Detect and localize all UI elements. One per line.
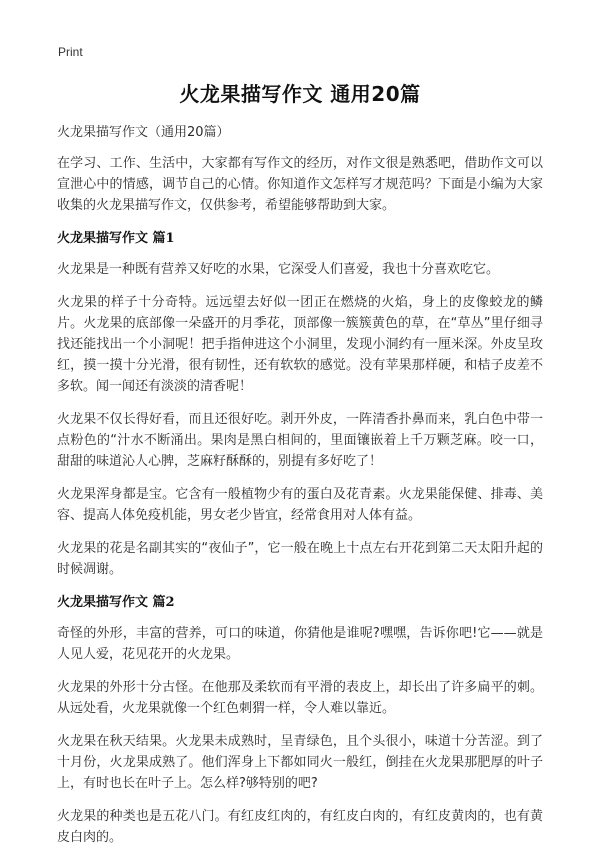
section-2-heading: 火龙果描写作文 篇2 [57,595,175,610]
article-body [57,122,543,860]
intro-paragraph: 在学习、工作、生活中，大家都有写作文的经历，对作文很是熟悉吧，借助作文可以宣泄心中的情感，调节自己的心情。你知道作文怎样写才规范吗？下面是小编为大家收集的火龙果描写作文，仅供参考，希望能够帮助到大家。 [57,156,543,213]
page-title: 火龙果描写作文 通用20篇 [179,82,421,106]
section-1-paragraph: 火龙果是一种既有营养又好吃的水果，它深受人们喜爱，我也十分喜欢吃它。 [57,262,500,277]
section-1-paragraph: 火龙果不仅长得好看，而且还很好吃。剥开外皮，一阵清香扑鼻而来，乳白色中带一点粉色的“汁水不断涌出。果肉是黑白相间的，里面镶嵌着上千万颗芝麻。咬一口，甜甜的味道沁人心脾，芝麻籽酥酥的，别提有多好吃了！ [57,412,543,469]
section-1-paragraph: 火龙果的花是名副其实的“夜仙子”，它一般在晚上十点左右开花到第二天太阳升起的时候凋谢。 [57,541,543,577]
print-label: Print [58,45,83,59]
section-2-paragraph: 火龙果的种类也是五花八门。有红皮红肉的，有红皮白肉的，有红皮黄肉的，也有黄皮白肉的。 [57,809,543,845]
section-2-paragraph: 火龙果在秋天结果。火龙果未成熟时，呈青绿色，且个头很小，味道十分苦涩。到了十月份，火龙果成熟了。他们浑身上下都如同火一般红，倒挂在火龙果那肥厚的叶子上，有时也长在叶子上。怎么样?够特别的吧? [57,734,543,791]
article-subtitle: 火龙果描写作文（通用20篇） [57,125,230,140]
section-2-paragraph: 火龙果的外形十分古怪。在他那及柔软而有平滑的表皮上，却长出了许多扁平的刺。从远处看，火龙果就像一个红色刺猬一样，令人难以靠近。 [57,680,543,716]
section-1-heading: 火龙果描写作文 篇1 [57,231,175,246]
section-1-paragraph: 火龙果浑身都是宝。它含有一般植物少有的蛋白及花青素。火龙果能保健、排毒、美容、提高人体免疫机能，男女老少皆宜，经常食用对人体有益。 [57,487,543,523]
section-2-paragraph: 奇怪的外形，丰富的营养，可口的味道，你猜他是谁呢?嘿嘿，告诉你吧!它——就是人见人爱，花见花开的火龙果。 [57,626,543,662]
section-1-paragraph: 火龙果的样子十分奇特。远远望去好似一团正在燃烧的火焰，身上的皮像蛟龙的鳞片。火龙果的底部像一朵盛开的月季花，顶部像一簇簇黄色的草，在“草丛”里仔细寻找还能找出一个小洞呢！把手指伸进这个小洞里，发现小洞约有一厘米深。外皮呈玫红，摸一摸十分光滑，很有韧性，还有软软的感觉。没有苹果那样硬，和桔子皮差不多软。闻一闻还有淡淡的清香呢！ [57,295,543,394]
